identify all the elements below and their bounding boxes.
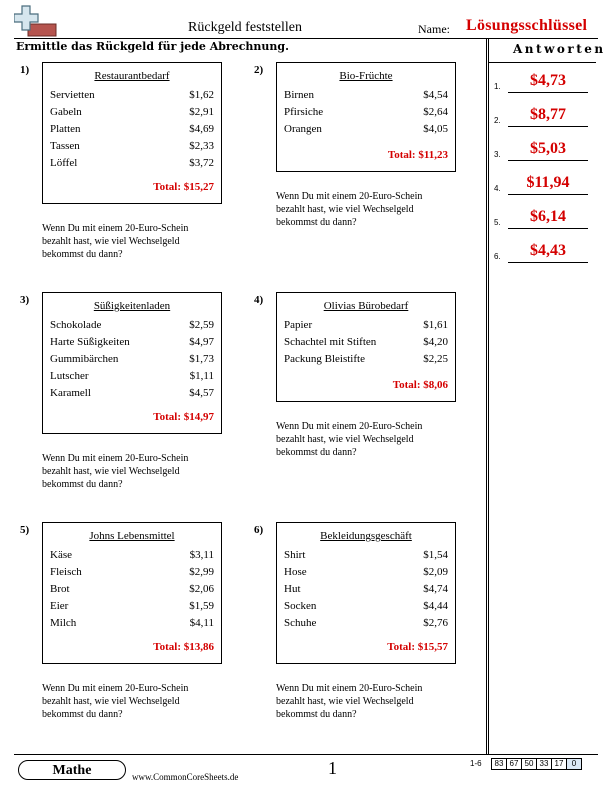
problem-number: 6) <box>254 524 264 536</box>
question-line: Wenn Du mit einem 20-Euro-Schein <box>42 453 189 464</box>
receipt-item <box>50 140 214 152</box>
subject-badge: Mathe <box>18 760 126 780</box>
receipt-item <box>50 157 214 169</box>
receipt-item <box>284 106 448 118</box>
question-text <box>276 420 476 459</box>
answer-number: 4. <box>494 184 501 193</box>
item-name: Packung Bleistifte <box>284 353 365 365</box>
receipt-item <box>50 123 214 135</box>
receipt-item <box>284 353 448 365</box>
answer-number: 1. <box>494 82 501 91</box>
question-line: bezahlt hast, wie viel Wechselgeld <box>42 466 180 477</box>
item-name: Eier <box>50 600 69 612</box>
item-price: $2,91 <box>189 106 214 118</box>
item-name: Tassen <box>50 140 80 152</box>
question-line: bekommst du dann? <box>276 217 357 228</box>
store-name: Bio-Früchte <box>339 70 393 82</box>
score-cell: 67 <box>506 758 522 770</box>
receipt-item <box>50 89 214 101</box>
answer-number: 3. <box>494 150 501 159</box>
receipt-box <box>42 292 222 434</box>
question-line: bekommst du dann? <box>42 709 123 720</box>
item-price: $4,54 <box>423 89 448 101</box>
store-name: Bekleidungsgeschäft <box>320 530 412 542</box>
receipt-box <box>42 522 222 664</box>
receipt-item <box>50 387 214 399</box>
item-price: $2,25 <box>423 353 448 365</box>
receipt-total: Total: $15,27 <box>153 181 214 193</box>
store-name: Johns Lebensmittel <box>89 530 175 542</box>
item-name: Löffel <box>50 157 78 169</box>
question-line: bekommst du dann? <box>42 249 123 260</box>
receipt-item <box>50 617 214 629</box>
question-line: bezahlt hast, wie viel Wechselgeld <box>42 696 180 707</box>
receipt-item <box>50 353 214 365</box>
answer-line <box>508 160 588 161</box>
answer-line <box>508 228 588 229</box>
item-name: Shirt <box>284 549 306 561</box>
instruction-text: Ermittle das Rückgeld für jede Abrechnung. <box>16 40 289 53</box>
answer-value: $11,94 <box>526 174 570 191</box>
item-name: Orangen <box>284 123 322 135</box>
receipt-item <box>50 566 214 578</box>
item-price: $1,59 <box>189 600 214 612</box>
item-price: $2,09 <box>423 566 448 578</box>
receipt-box <box>42 62 222 204</box>
question-line: bezahlt hast, wie viel Wechselgeld <box>276 434 414 445</box>
item-price: $1,73 <box>189 353 214 365</box>
item-name: Harte Süßigkeiten <box>50 336 130 348</box>
receipt-item <box>284 336 448 348</box>
receipt-item <box>50 106 214 118</box>
item-price: $2,33 <box>189 140 214 152</box>
receipt-total: Total: $11,23 <box>387 149 448 161</box>
item-name: Hose <box>284 566 307 578</box>
answer-value: $4,43 <box>530 242 566 259</box>
receipt-item <box>50 600 214 612</box>
question-text <box>42 222 242 261</box>
question-line: Wenn Du mit einem 20-Euro-Schein <box>276 191 423 202</box>
answer-value: $6,14 <box>530 208 566 225</box>
item-name: Schokolade <box>50 319 102 331</box>
item-price: $4,11 <box>189 617 214 629</box>
item-name: Karamell <box>50 387 91 399</box>
receipt-box <box>276 292 456 402</box>
question-text <box>42 452 242 491</box>
item-price: $4,20 <box>423 336 448 348</box>
problem-number: 4) <box>254 294 264 306</box>
item-name: Käse <box>50 549 72 561</box>
receipt-item <box>50 370 214 382</box>
question-line: Wenn Du mit einem 20-Euro-Schein <box>276 421 423 432</box>
item-name: Fleisch <box>50 566 82 578</box>
question-line: bekommst du dann? <box>276 447 357 458</box>
item-price: $3,72 <box>189 157 214 169</box>
item-name: Socken <box>284 600 317 612</box>
answer-line <box>508 92 588 93</box>
question-line: Wenn Du mit einem 20-Euro-Schein <box>42 223 189 234</box>
question-line: Wenn Du mit einem 20-Euro-Schein <box>42 683 189 694</box>
receipt-item <box>284 583 448 595</box>
answer-value: $5,03 <box>530 140 566 157</box>
item-name: Schachtel mit Stiften <box>284 336 377 348</box>
item-name: Papier <box>284 319 313 331</box>
item-name: Gabeln <box>50 106 82 118</box>
question-text <box>276 682 476 721</box>
item-price: $2,59 <box>189 319 214 331</box>
problem-number: 3) <box>20 294 30 306</box>
item-price: $4,74 <box>423 583 448 595</box>
answer-number: 5. <box>494 218 501 227</box>
answer-value: $8,77 <box>530 106 566 123</box>
item-price: $2,76 <box>423 617 448 629</box>
item-name: Milch <box>50 617 77 629</box>
receipt-total: Total: $14,97 <box>153 411 214 423</box>
question-line: bekommst du dann? <box>42 479 123 490</box>
page-number: 1 <box>328 758 337 778</box>
item-name: Brot <box>50 583 70 595</box>
store-name: Süßigkeitenladen <box>93 300 171 312</box>
score-cell: 50 <box>521 758 537 770</box>
receipt-item <box>284 123 448 135</box>
item-price: $2,06 <box>189 583 214 595</box>
receipt-item <box>284 566 448 578</box>
answer-line <box>508 194 588 195</box>
answer-number: 6. <box>494 252 501 261</box>
score-cell: 0 <box>566 758 582 770</box>
receipt-item <box>50 549 214 561</box>
score-cell: 83 <box>491 758 507 770</box>
receipt-item <box>284 89 448 101</box>
question-line: bezahlt hast, wie viel Wechselgeld <box>276 204 414 215</box>
score-range-label: 1-6 <box>470 759 482 768</box>
receipt-item <box>284 549 448 561</box>
score-cell: 17 <box>551 758 567 770</box>
receipt-box <box>276 62 456 172</box>
answer-line <box>508 126 588 127</box>
item-price: $1,11 <box>189 370 214 382</box>
answers-heading-rule <box>489 62 596 63</box>
question-text <box>42 682 242 721</box>
item-price: $1,61 <box>423 319 448 331</box>
receipt-item <box>284 600 448 612</box>
answer-key-label: Lösungsschlüssel <box>466 17 588 34</box>
answer-number: 2. <box>494 116 501 125</box>
receipt-item <box>50 319 214 331</box>
item-price: $4,05 <box>423 123 448 135</box>
problem-number: 5) <box>20 524 30 536</box>
item-name: Schuhe <box>284 617 317 629</box>
question-line: bezahlt hast, wie viel Wechselgeld <box>276 696 414 707</box>
receipt-item <box>50 583 214 595</box>
score-cell: 33 <box>536 758 552 770</box>
store-name: Olivias Bürobedarf <box>323 300 409 312</box>
question-text <box>276 190 476 229</box>
item-price: $4,44 <box>423 600 448 612</box>
receipt-total: Total: $8,06 <box>392 379 448 391</box>
problem-number: 1) <box>20 64 30 76</box>
item-price: $1,62 <box>189 89 214 101</box>
store-name: Restaurantbedarf <box>94 70 170 82</box>
item-name: Servietten <box>50 89 95 101</box>
item-name: Birnen <box>284 89 314 101</box>
website-link[interactable]: www.CommonCoreSheets.de <box>132 772 239 782</box>
page-title: Rückgeld feststellen <box>188 20 302 35</box>
item-name: Gummibärchen <box>50 353 119 365</box>
item-price: $1,54 <box>423 549 448 561</box>
score-table <box>492 758 582 770</box>
question-line: bekommst du dann? <box>276 709 357 720</box>
item-name: Pfirsiche <box>284 106 324 118</box>
answer-value: $4,73 <box>530 72 566 89</box>
footer-rule <box>14 754 598 755</box>
answers-heading: Antworten <box>513 42 606 56</box>
name-label: Name: <box>418 22 450 36</box>
receipt-item <box>284 617 448 629</box>
item-name: Platten <box>50 123 81 135</box>
item-name: Lutscher <box>50 370 89 382</box>
receipt-item <box>50 336 214 348</box>
receipt-box <box>276 522 456 664</box>
item-price: $4,97 <box>189 336 214 348</box>
receipt-total: Total: $15,57 <box>387 641 448 653</box>
answer-line <box>508 262 588 263</box>
question-line: bezahlt hast, wie viel Wechselgeld <box>42 236 180 247</box>
item-price: $4,69 <box>189 123 214 135</box>
item-price: $3,11 <box>189 549 214 561</box>
problem-number: 2) <box>254 64 264 76</box>
receipt-total: Total: $13,86 <box>153 641 214 653</box>
receipt-item <box>284 319 448 331</box>
item-price: $2,99 <box>189 566 214 578</box>
item-name: Hut <box>284 583 301 595</box>
question-line: Wenn Du mit einem 20-Euro-Schein <box>276 683 423 694</box>
item-price: $4,57 <box>189 387 214 399</box>
item-price: $2,64 <box>423 106 448 118</box>
